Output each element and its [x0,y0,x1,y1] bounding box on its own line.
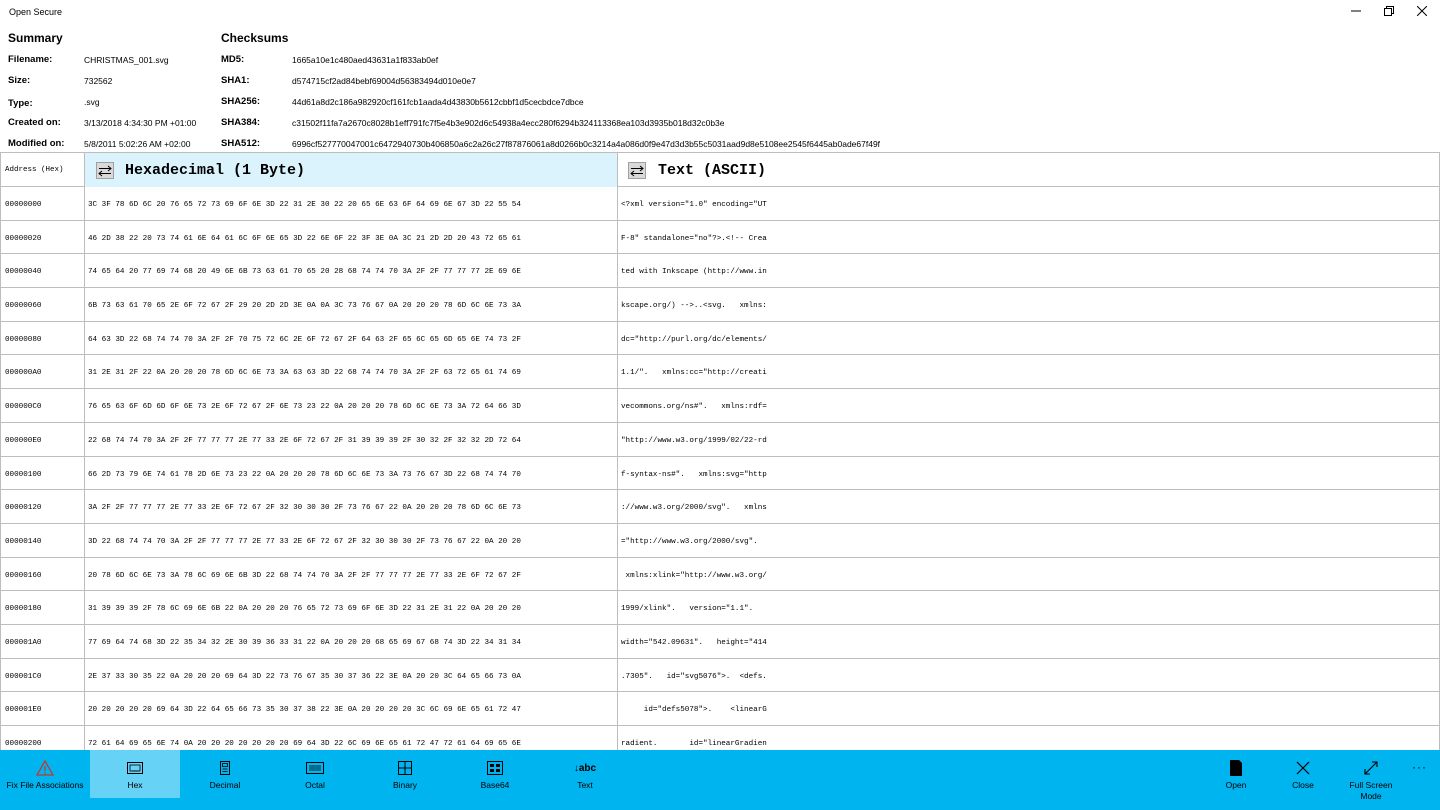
fix-file-associations-label: Fix File Associations [6,780,84,790]
text-cell[interactable]: "http://www.w3.org/1999/02/22-rd [618,423,1440,456]
hex-label: Hex [127,780,143,790]
text-cell[interactable]: dc="http://purl.org/dc/elements/ [618,322,1440,355]
base64-button[interactable] [450,750,540,798]
table-row[interactable] [0,221,1440,255]
table-row[interactable] [0,524,1440,558]
decimal-label: Decimal [209,780,241,790]
text-cell[interactable]: ://www.w3.org/2000/svg". xmlns [618,490,1440,523]
hex-cell[interactable]: 2E 37 33 30 35 22 0A 20 20 20 69 64 3D 22 73 76 67 35 30 37 36 22 3E 0A 20 20 3C 64 65 66 73 0A [85,659,618,692]
address-cell: 000001C0 [0,659,85,692]
address-cell: 00000080 [0,322,85,355]
hex-cell[interactable]: 76 65 63 6F 6D 6D 6F 6E 73 2E 6F 72 67 2F 6E 73 23 22 0A 20 20 20 78 6D 6C 6E 73 3A 72 64 66 3D [85,389,618,422]
sha1-value: d574715cf2ad84bebf69004d56383494d010e0e7 [292,76,476,86]
sha256-label: SHA256: [221,96,261,107]
table-row[interactable] [0,591,1440,625]
table-row[interactable] [0,389,1440,423]
file-info-panel [0,26,1440,152]
close-icon [1417,3,1427,21]
table-row[interactable] [0,659,1440,693]
octal-button[interactable] [270,750,360,798]
sha512-label: SHA512: [221,138,261,149]
hex-cell[interactable]: 6B 73 63 61 70 65 2E 6F 72 67 2F 29 20 2D 2D 3E 0A 0A 3C 73 76 67 0A 20 20 20 78 6D 6C 6E 73 3A [85,288,618,321]
table-row[interactable] [0,726,1440,750]
swap-arrows-icon[interactable] [628,162,646,179]
hex-cell[interactable]: 46 2D 38 22 20 73 74 61 6E 64 61 6C 6F 6E 65 3D 22 6E 6F 22 3F 3E 0A 3C 21 2D 2D 20 43 72 65 61 [85,221,618,254]
filename-label: Filename: [8,54,53,65]
text-cell[interactable]: F-8" standalone="no"?>.<!-- Crea [618,221,1440,254]
modified-value: 5/8/2011 5:02:26 AM +02:00 [84,139,191,149]
title-bar [0,0,1440,26]
grid-header [0,152,1440,187]
address-cell: 00000000 [0,187,85,220]
address-column-header: Address (Hex) [0,153,85,187]
checksums-title: Checksums [221,31,289,45]
hex-cell[interactable]: 31 2E 31 2F 22 0A 20 20 20 78 6D 6C 6E 73 3A 63 63 3D 22 68 74 74 70 3A 2F 2F 63 72 65 61 74 69 [85,355,618,388]
open-label: Open [1225,780,1247,790]
text-cell[interactable]: .7305". id="svg5076">. <defs. [618,659,1440,692]
table-row[interactable] [0,692,1440,726]
decimal-button[interactable] [180,750,270,798]
created-value: 3/13/2018 4:34:30 PM +01:00 [84,118,197,128]
hex-cell[interactable]: 3C 3F 78 6D 6C 20 76 65 72 73 69 6F 6E 3D 22 31 2E 30 22 20 65 6E 63 6F 64 69 6E 67 3D 22 55 54 [85,187,618,220]
type-label: Type: [8,98,33,109]
text-cell[interactable]: <?xml version="1.0" encoding="UT [618,187,1440,220]
close-window-button[interactable] [1405,0,1439,24]
hex-column-header [85,153,618,187]
app-title: Open Secure [9,7,63,17]
address-cell: 00000120 [0,490,85,523]
hex-cell[interactable]: 20 78 6D 6C 6E 73 3A 78 6C 69 6E 6B 3D 22 68 74 74 70 3A 2F 2F 77 77 77 2E 77 33 2E 6F 72 67 2F [85,558,618,591]
hex-cell[interactable]: 3D 22 68 74 74 70 3A 2F 2F 77 77 77 2E 77 33 2E 6F 72 67 2F 32 30 30 30 2F 73 76 67 22 0A 20 20 [85,524,618,557]
table-row[interactable] [0,355,1440,389]
address-cell: 00000200 [0,726,85,750]
address-cell: 00000040 [0,254,85,287]
table-row[interactable] [0,490,1440,524]
hex-button[interactable] [90,750,180,798]
octal-icon [306,760,324,776]
full-screen-button[interactable] [1326,750,1416,801]
address-cell: 000000A0 [0,355,85,388]
close-icon [1294,760,1312,776]
minimize-button[interactable] [1339,0,1373,24]
address-cell: 000000E0 [0,423,85,456]
document-icon [1227,760,1245,776]
text-cell[interactable]: vecommons.org/ns#". xmlns:rdf= [618,389,1440,422]
hex-cell[interactable]: 77 69 64 74 68 3D 22 35 34 32 2E 30 39 36 33 31 22 0A 20 20 20 68 65 69 67 68 74 3D 22 34 31 34 [85,625,618,658]
swap-arrows-icon[interactable] [96,162,114,179]
address-cell: 00000140 [0,524,85,557]
hex-cell[interactable]: 72 61 64 69 65 6E 74 0A 20 20 20 20 20 20 20 69 64 3D 22 6C 69 6E 65 61 72 47 72 61 64 69 65 6E [85,726,618,750]
text-cell[interactable]: xmlns:xlink="http://www.w3.org/ [618,558,1440,591]
sha384-label: SHA384: [221,117,261,128]
md5-label: MD5: [221,54,245,65]
text-cell[interactable]: f-syntax-ns#". xmlns:svg="http [618,457,1440,490]
table-row[interactable] [0,254,1440,288]
address-cell: 00000100 [0,457,85,490]
size-label: Size: [8,75,31,86]
hex-cell[interactable]: 22 68 74 74 70 3A 2F 2F 77 77 77 2E 77 33 2E 6F 72 67 2F 31 39 39 39 2F 30 32 2F 32 32 2D 72 64 [85,423,618,456]
text-column-header [618,153,1440,187]
binary-label: Binary [392,780,418,790]
base64-icon [486,760,504,776]
more-options-icon[interactable]: ··· [1412,760,1427,774]
warning-icon [36,760,54,776]
modified-label: Modified on: [8,138,65,149]
text-cell[interactable]: 1999/xlink". version="1.1". [618,591,1440,624]
text-cell[interactable]: radient. id="linearGradien [618,726,1440,750]
hex-grid[interactable] [0,152,1440,750]
table-row[interactable] [0,288,1440,322]
full-screen-label: Full Screen Mode [1349,780,1393,801]
bottom-app-bar [0,750,1440,810]
hex-cell[interactable]: 64 63 3D 22 68 74 74 70 3A 2F 2F 70 75 72 6C 2E 6F 72 67 2F 64 63 2F 65 6C 65 6D 65 6E 74 73 2F [85,322,618,355]
binary-button[interactable] [360,750,450,798]
table-row[interactable] [0,187,1440,221]
address-cell: 00000160 [0,558,85,591]
hex-cell[interactable]: 3A 2F 2F 77 77 77 2E 77 33 2E 6F 72 67 2F 32 30 30 30 2F 73 76 67 22 0A 20 20 20 78 6D 6C 6E 73 [85,490,618,523]
calculator-icon [216,760,234,776]
text-cell[interactable]: 1.1/". xmlns:cc="http://creati [618,355,1440,388]
sha1-label: SHA1: [221,75,250,86]
table-row[interactable] [0,625,1440,659]
address-cell: 000001A0 [0,625,85,658]
table-row[interactable] [0,322,1440,356]
hex-cell[interactable]: 74 65 64 20 77 69 74 68 20 49 6E 6B 73 63 61 70 65 20 28 68 74 74 70 3A 2F 2F 77 77 77 2E 69 6E [85,254,618,287]
sha256-value: 44d61a8d2c186a982920cf161fcb1aada4d43830b5612cbbf1d5cecbdce7dbce [292,97,584,107]
keyboard-icon [126,760,144,776]
table-row[interactable] [0,558,1440,592]
address-cell: 000001E0 [0,692,85,725]
table-row[interactable] [0,423,1440,457]
text-cell[interactable]: ="http://www.w3.org/2000/svg". [618,524,1440,557]
grid-icon [396,760,414,776]
octal-label: Octal [305,780,325,790]
size-value: 732562 [84,76,113,86]
sha384-value: c31502f11fa7a2670c8028b1eff791fc7f5e4b3e902d6c54938a4ecc280f6294b324113368ea103d3935b018d32c0b3e [292,118,725,128]
text-cell[interactable]: ted with Inkscape (http://www.in [618,254,1440,287]
text-cell[interactable]: width="542.09631". height="414 [618,625,1440,658]
summary-title: Summary [8,31,63,45]
address-cell: 00000180 [0,591,85,624]
text-cell[interactable]: kscape.org/) -->..<svg. xmlns: [618,288,1440,321]
full-screen-icon [1362,760,1380,776]
hex-cell[interactable]: 31 39 39 39 2F 78 6C 69 6E 6B 22 0A 20 20 20 76 65 72 73 69 6F 6E 3D 22 31 2E 31 22 0A 20 20 20 [85,591,618,624]
sort-text-icon: ↓abc [573,762,597,774]
fix-file-associations-button[interactable] [0,750,90,798]
text-cell[interactable]: id="defs5078">. <linearG [618,692,1440,725]
restore-button[interactable] [1372,0,1406,24]
base64-label: Base64 [480,780,510,790]
text-label: Text [577,780,593,790]
text-column-title: Text (ASCII) [658,162,767,179]
address-cell: 000000C0 [0,389,85,422]
grid-rows [0,187,1440,750]
close-label: Close [1292,780,1314,790]
restore-icon [1384,3,1394,21]
hex-cell[interactable]: 20 20 20 20 20 69 64 3D 22 64 65 66 73 35 30 37 38 22 3E 0A 20 20 20 20 3C 6C 69 6E 65 61 72 47 [85,692,618,725]
text-button[interactable] [540,750,630,798]
address-cell: 00000020 [0,221,85,254]
type-value: .svg [84,97,100,107]
minimize-icon [1351,3,1361,21]
filename-value: CHRISTMAS_001.svg [84,55,169,65]
md5-value: 1665a10e1c480aed43631a1f833ab0ef [292,55,439,65]
hex-cell[interactable]: 66 2D 73 79 6E 74 61 78 2D 6E 73 23 22 0A 20 20 20 78 6D 6C 6E 73 3A 73 76 67 3D 22 68 74 74 70 [85,457,618,490]
address-cell: 00000060 [0,288,85,321]
table-row[interactable] [0,457,1440,491]
created-label: Created on: [8,117,61,128]
sha512-value: 6996cf527770047001c6472940730b406850a6c2a26c27f87876061a8d0266b0c3214a4a086d0f9e47d3d3b55c5031aad9d8e5108ee2545f6445ab0ade67f49f [292,139,881,149]
hex-column-title: Hexadecimal (1 Byte) [125,162,306,179]
